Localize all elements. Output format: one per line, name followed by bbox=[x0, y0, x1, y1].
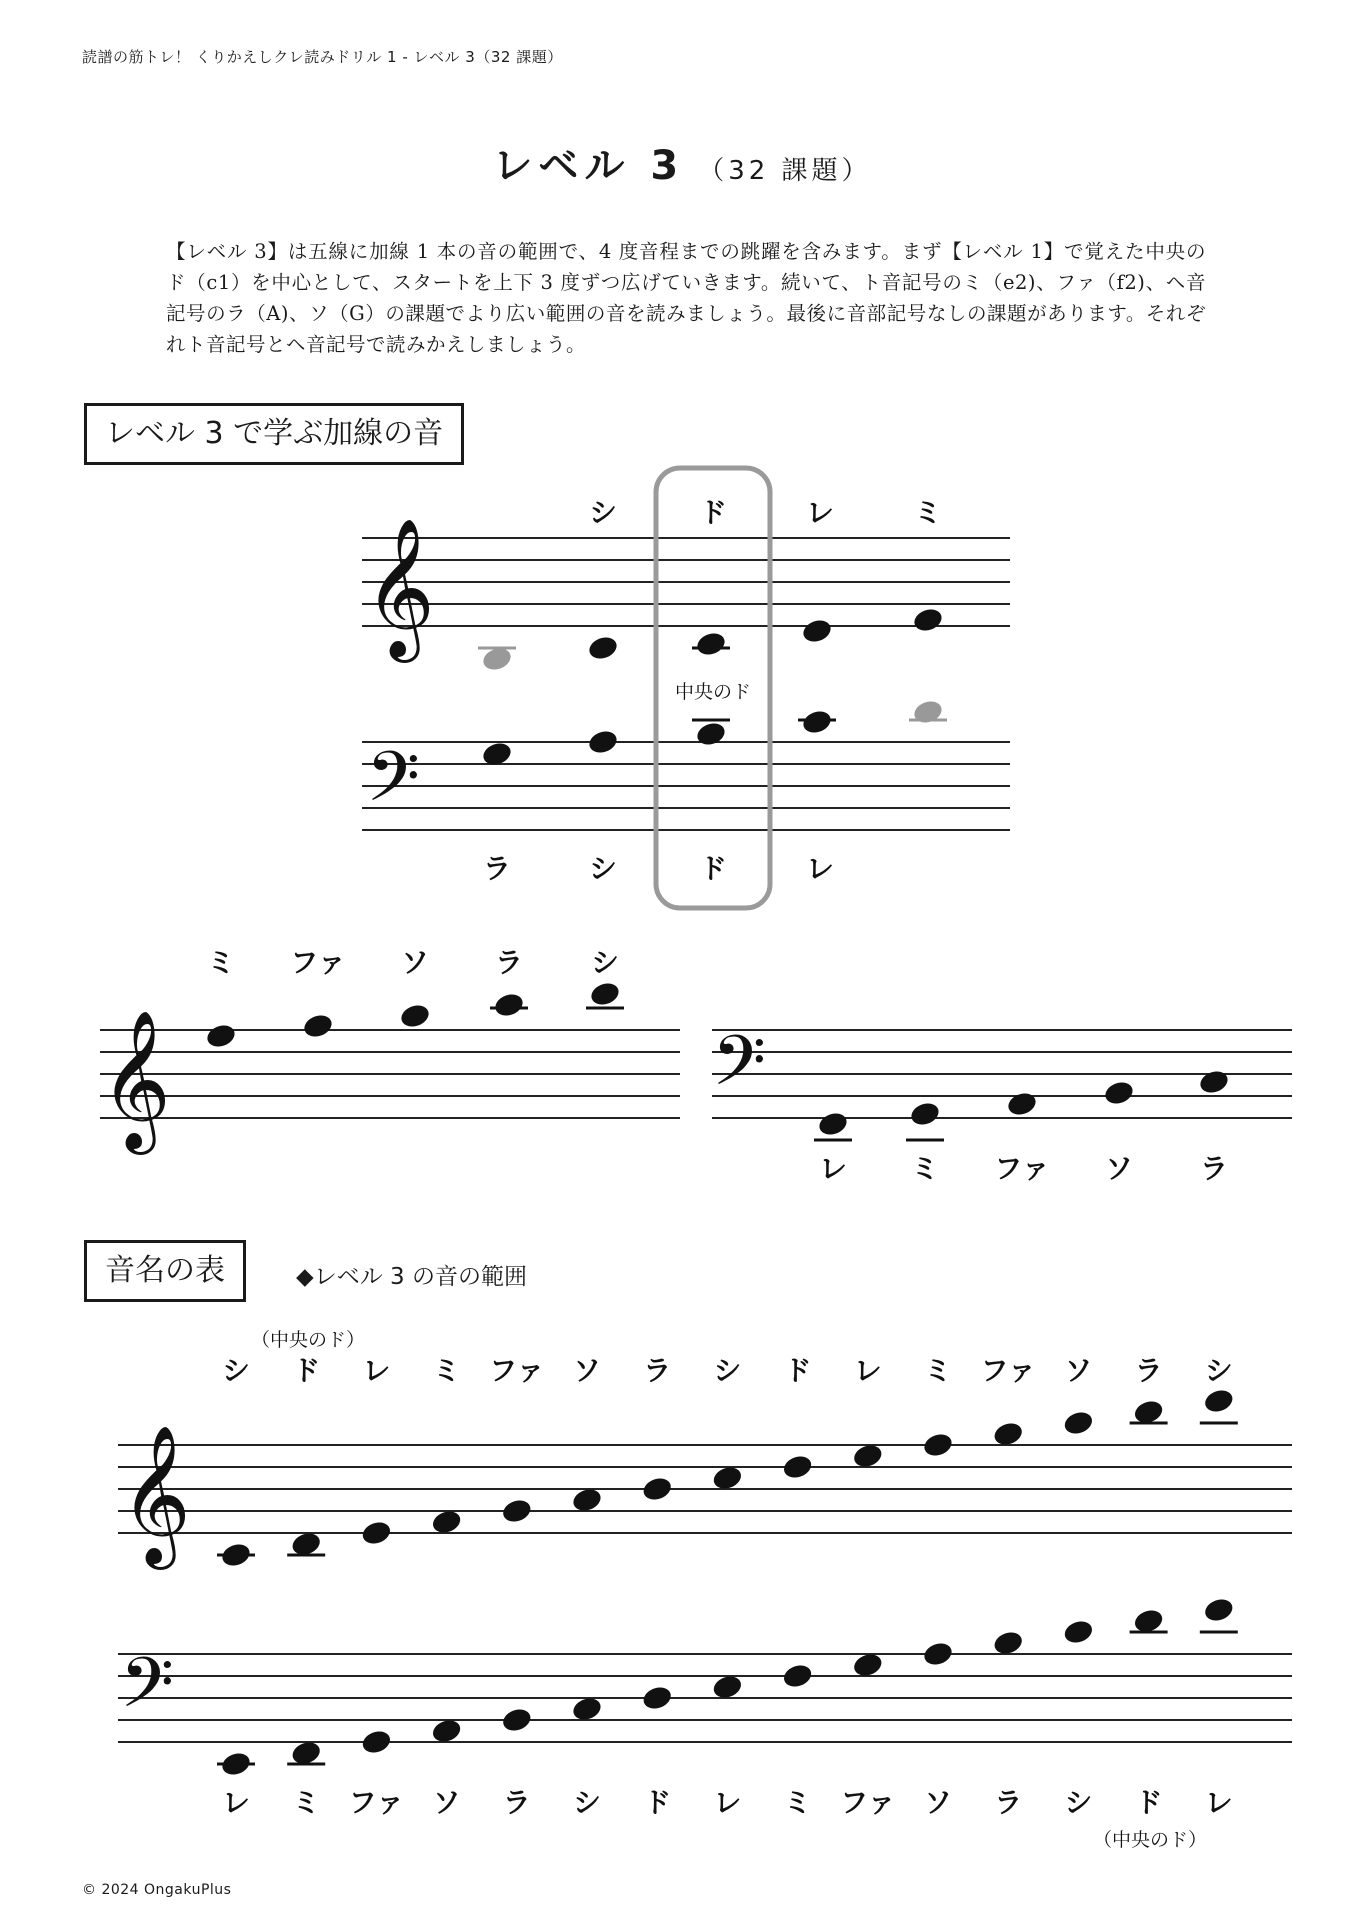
note-mi-treble bbox=[911, 606, 944, 634]
range-note: ◆レベル 3 の音の範囲 bbox=[296, 1264, 527, 1290]
note bbox=[711, 1464, 744, 1492]
treble-label: シ bbox=[590, 946, 620, 979]
treble-name-label: シ bbox=[221, 1354, 251, 1387]
note bbox=[360, 1728, 393, 1756]
note bbox=[711, 1673, 744, 1701]
note-do-treble bbox=[694, 630, 727, 658]
treble-name-label: ソ bbox=[1064, 1354, 1093, 1387]
bass-label: ラ bbox=[1199, 1152, 1229, 1185]
note bbox=[908, 1100, 941, 1128]
bass-name-label: ラ bbox=[994, 1786, 1023, 1819]
treble-clef-icon: 𝄞 bbox=[120, 1425, 191, 1564]
bass-label: ミ bbox=[910, 1152, 940, 1185]
bass-name-label: レ bbox=[1204, 1786, 1233, 1819]
bottom-label: シ bbox=[588, 852, 618, 885]
note bbox=[360, 1519, 393, 1547]
note-shi-bass bbox=[586, 728, 619, 756]
bass-name-label: ミ bbox=[292, 1786, 321, 1819]
note bbox=[204, 1022, 237, 1050]
treble-name-label: ミ bbox=[432, 1354, 461, 1387]
note bbox=[570, 1695, 603, 1723]
bottom-label: レ bbox=[805, 852, 835, 885]
bass-name-label: ミ bbox=[783, 1786, 812, 1819]
treble-name-label: ラ bbox=[1134, 1354, 1163, 1387]
note bbox=[851, 1442, 884, 1470]
treble-name-label: シ bbox=[713, 1354, 742, 1387]
note bbox=[1062, 1618, 1095, 1646]
note bbox=[1202, 1387, 1235, 1415]
treble-name-label: ファ bbox=[489, 1354, 545, 1387]
note bbox=[219, 1750, 252, 1778]
bass-clef-icon: 𝄢 bbox=[712, 1020, 767, 1118]
running-header: 読譜の筋トレ！ くりかえしクレ読みドリル 1 - レベル 3（32 課題） bbox=[82, 48, 563, 66]
treble-name-label: ミ bbox=[923, 1354, 953, 1387]
bass-name-label: レ bbox=[713, 1786, 742, 1819]
note bbox=[1005, 1090, 1038, 1118]
note-shi-treble bbox=[586, 634, 619, 662]
treble-label: ミ bbox=[206, 946, 236, 979]
bass-label: ソ bbox=[1104, 1152, 1134, 1185]
note bbox=[398, 1002, 431, 1030]
top-label: ミ bbox=[913, 496, 943, 529]
intro-paragraph: 【レベル 3】は五線に加線 1 本の音の範囲で、4 度音程までの跳躍を含みます。まず【レベル 1】で覚えた中央のド（c1）を中心として、スタートを上下 3 度ずつ広げていきます。続いて、ト音記号のミ（e2)、ファ（f2)、ヘ音記号のラ（A)、ソ（G）の課題でより広い範囲の音を読みましょう。最後に音部記号なしの課題があります。それぞれト音記号とヘ音記号で読みかえしましょう。 bbox=[166, 240, 1206, 356]
treble-name-label: ド bbox=[292, 1354, 321, 1387]
note bbox=[921, 1640, 954, 1668]
treble-name-label: シ bbox=[1204, 1354, 1233, 1387]
note bbox=[1102, 1079, 1135, 1107]
note bbox=[219, 1541, 252, 1569]
treble-name-label: ソ bbox=[572, 1354, 602, 1387]
section1-heading: レベル 3 で学ぶ加線の音 bbox=[84, 403, 464, 465]
note bbox=[301, 1012, 334, 1040]
note bbox=[641, 1684, 674, 1712]
note bbox=[816, 1110, 849, 1138]
bass-clef-icon: 𝄢 bbox=[120, 1642, 175, 1740]
note-mi-bass-gray bbox=[911, 698, 944, 726]
note bbox=[921, 1431, 954, 1459]
treble-clef-icon: 𝄞 bbox=[364, 518, 435, 657]
bass-name-label: ラ bbox=[502, 1786, 531, 1819]
treble-clef-icon: 𝄞 bbox=[100, 1010, 171, 1149]
note-name-table bbox=[118, 1329, 1292, 1851]
note bbox=[781, 1453, 814, 1481]
note bbox=[430, 1508, 463, 1536]
note bbox=[570, 1486, 603, 1514]
note bbox=[641, 1475, 674, 1503]
extended-range-staves bbox=[100, 946, 1292, 1185]
note bbox=[1197, 1068, 1230, 1096]
bass-name-label: ソ bbox=[923, 1786, 953, 1819]
footer-copyright: © 2024 OngakuPlus bbox=[82, 1882, 232, 1898]
center-do-bottom-label: （中央のド） bbox=[1092, 1829, 1208, 1851]
bass-name-label: ファ bbox=[348, 1786, 405, 1819]
ledger-diagram bbox=[362, 468, 1010, 908]
note bbox=[781, 1662, 814, 1690]
bass-name-label: ファ bbox=[840, 1786, 896, 1819]
treble-name-label: レ bbox=[853, 1354, 882, 1387]
note bbox=[500, 1497, 533, 1525]
note-re-bass bbox=[800, 708, 833, 736]
note bbox=[992, 1420, 1025, 1448]
treble-name-label: ド bbox=[783, 1354, 812, 1387]
top-label: ド bbox=[698, 496, 728, 529]
note bbox=[1202, 1596, 1235, 1624]
treble-label: ファ bbox=[290, 946, 346, 979]
bass-name-label: ド bbox=[643, 1786, 672, 1819]
treble-label: ソ bbox=[400, 946, 430, 979]
bottom-label: ラ bbox=[482, 852, 512, 885]
note bbox=[500, 1706, 533, 1734]
bass-clef-icon: 𝄢 bbox=[366, 736, 421, 834]
note bbox=[492, 991, 525, 1019]
treble-label: ラ bbox=[494, 946, 524, 979]
center-do-label: 中央のド bbox=[674, 681, 752, 703]
section2-heading: 音名の表 bbox=[84, 1240, 246, 1302]
treble-name-label: レ bbox=[362, 1354, 391, 1387]
note-do-bass bbox=[694, 720, 727, 748]
top-label: シ bbox=[588, 496, 618, 529]
bass-label: ファ bbox=[994, 1152, 1050, 1185]
note bbox=[851, 1651, 884, 1679]
bass-name-label: ソ bbox=[432, 1786, 461, 1819]
note-re-treble bbox=[800, 617, 833, 645]
bass-name-label: レ bbox=[221, 1786, 251, 1819]
title-main: レベル 3 bbox=[492, 143, 685, 189]
top-label: レ bbox=[805, 496, 835, 529]
bottom-label: ド bbox=[698, 852, 728, 885]
bass-label: レ bbox=[818, 1152, 848, 1185]
center-do-top-label: （中央のド） bbox=[250, 1329, 366, 1351]
title-sub: （32 課題） bbox=[698, 156, 872, 186]
bass-name-label: シ bbox=[572, 1786, 602, 1819]
note bbox=[992, 1629, 1025, 1657]
treble-name-label: ラ bbox=[643, 1354, 672, 1387]
bass-name-label: シ bbox=[1064, 1786, 1093, 1819]
note bbox=[430, 1717, 463, 1745]
note bbox=[1062, 1409, 1095, 1437]
treble-name-label: ファ bbox=[980, 1354, 1036, 1387]
bass-name-label: ド bbox=[1134, 1786, 1163, 1819]
note bbox=[588, 980, 621, 1008]
